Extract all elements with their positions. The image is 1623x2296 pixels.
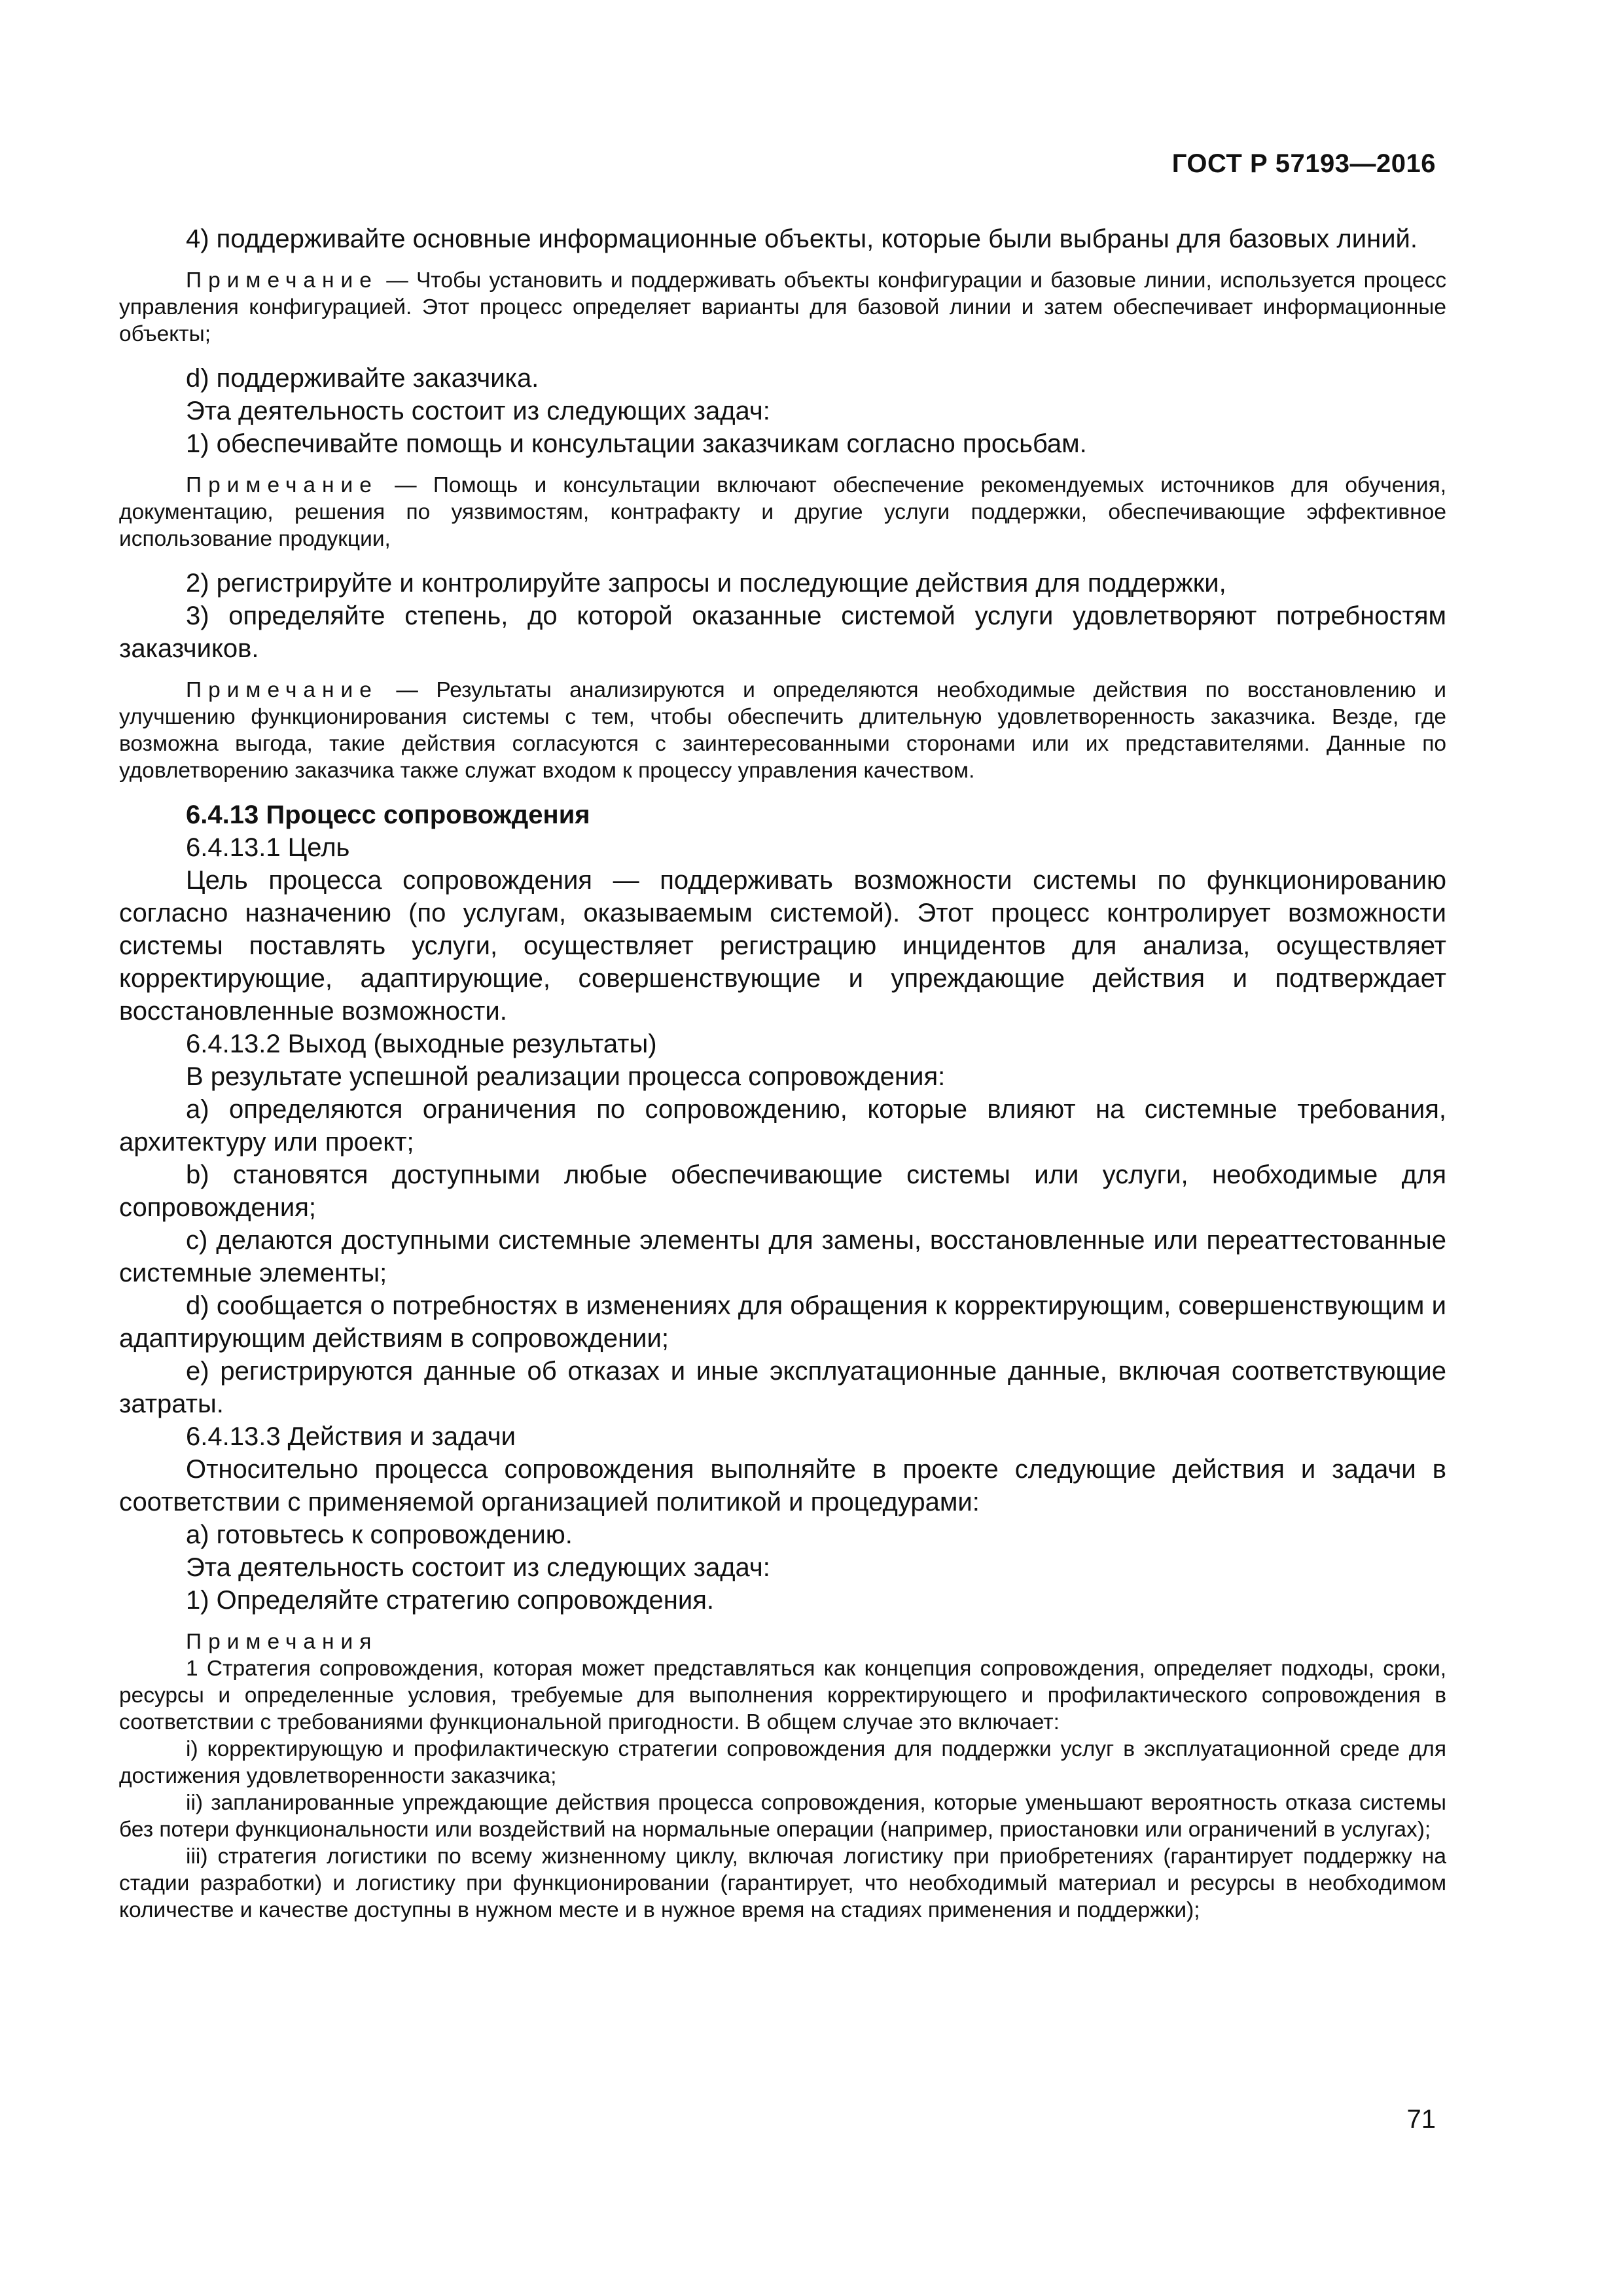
section-heading: 6.4.13 Процесс сопровождения	[186, 800, 590, 829]
note-label: Примечание	[186, 473, 378, 497]
note-paragraph	[119, 267, 1446, 348]
list-item: e) регистрируются данные об отказах и иные эксплуатационные данные, включая соответствующие затраты.	[119, 1357, 1446, 1418]
body-paragraph: d) поддерживайте заказчика.	[186, 364, 539, 393]
body-paragraph: 4) поддерживайте основные информационные объекты, которые были выбраны для базовых линий.	[186, 224, 1418, 253]
body-paragraph: 3) определяйте степень, до которой оказанные системой услуги удовлетворяют потребностям заказчиков.	[119, 601, 1446, 663]
note-text: — Результаты анализируются и определяются необходимые действия по восстановлению и улучшению функционирования системы с тем, чтобы обеспечить длительную удовлетворенность заказчика. Везде, где возможна выгода, такие действия согласуются с заинтересованными сторонами или их представителями. Данные по удовлетворению заказчика также служат входом к процессу управления качеством.	[119, 678, 1446, 783]
note-label: Примечание	[186, 268, 378, 293]
note-item: 1 Стратегия сопровождения, которая может представляться как концепция сопровождения, определяет подходы, сроки, ресурсы и определенные условия, требуемые для выполнения корректирующего и профилактического сопровождения в соответствии с требованиями функциональной пригодности. В общем случае это включает:	[119, 1657, 1446, 1734]
body-paragraph: В результате успешной реализации процесса сопровождения:	[186, 1062, 946, 1091]
body-paragraph: Относительно процесса сопровождения выполняйте в проекте следующие действия и задачи в соответствии с применяемой организацией политикой и процедурами:	[119, 1455, 1446, 1516]
body-paragraph: Цель процесса сопровождения — поддерживать возможности системы по функционированию согласно назначению (по услугам, оказываемым системой). Этот процесс контролирует возможности системы поставлять услуги, осуществляет регистрацию инцидентов для анализа, осуществляет корректирующие, адаптирующие, совершенствующие и упреждающие действия и подтверждает восстановленные возможности.	[119, 866, 1446, 1026]
subsection-title: 6.4.13.1 Цель	[186, 833, 350, 862]
body-paragraph: 2) регистрируйте и контролируйте запросы и последующие действия для поддержки,	[186, 569, 1226, 598]
note-paragraph	[119, 472, 1446, 552]
list-item: a) определяются ограничения по сопровождению, которые влияют на системные требования, архитектуру или проект;	[119, 1095, 1446, 1157]
body-paragraph: Эта деятельность состоит из следующих задач:	[186, 397, 770, 425]
list-item: 1) Определяйте стратегию сопровождения.	[186, 1586, 714, 1615]
note-item: iii) стратегия логистики по всему жизненному циклу, включая логистику при приобретениях (гарантирует поддержку на стадии разработки) и логистику при функционировании (гарантирует, что необходимый материал и ресурсы в необходимом количестве и качестве доступны в нужном месте и в нужное время на стадиях применения и поддержки);	[119, 1844, 1446, 1922]
note-item: ii) запланированные упреждающие действия процесса сопровождения, которые уменьшают вероятность отказа системы без потери функциональности или воздействий на нормальные операции (например, приостановки или ограничений в услугах);	[119, 1791, 1446, 1842]
note-paragraph	[119, 677, 1446, 784]
page-number: 71	[1406, 2105, 1436, 2134]
list-item: c) делаются доступными системные элементы для замены, восстановленные или переаттестованные системные элементы;	[119, 1226, 1446, 1287]
body-paragraph: 1) обеспечивайте помощь и консультации заказчикам согласно просьбам.	[186, 429, 1087, 458]
page-body	[119, 223, 1446, 1924]
list-item: a) готовьтесь к сопровождению.	[186, 1520, 573, 1549]
note-item: i) корректирующую и профилактическую стратегии сопровождения для поддержки услуг в эксплуатационной среде для достижения удовлетворенности заказчика;	[119, 1737, 1446, 1788]
note-label: Примечание	[186, 678, 378, 702]
subsection-title: 6.4.13.2 Выход (выходные результаты)	[186, 1030, 657, 1058]
notes-title: Примечания	[186, 1630, 378, 1654]
subsection-title: 6.4.13.3 Действия и задачи	[186, 1422, 516, 1451]
note-text: — Чтобы установить и поддерживать объекты конфигурации и базовые линии, используется процесс управления конфигурацией. Этот процесс определяет варианты для базовой линии и затем обеспечивает информационные объекты;	[119, 268, 1446, 346]
list-item: b) становятся доступными любые обеспечивающие системы или услуги, необходимые для сопровождения;	[119, 1160, 1446, 1222]
body-paragraph: Эта деятельность состоит из следующих задач:	[186, 1553, 770, 1582]
note-text: — Помощь и консультации включают обеспечение рекомендуемых источников для обучения, документацию, решения по уязвимостям, контрафакту и другие услуги поддержки, обеспечивающие эффективное использование продукции,	[119, 473, 1446, 551]
list-item: d) сообщается о потребностях в изменениях для обращения к корректирующим, совершенствующим и адаптирующим действиям в сопровождении;	[119, 1291, 1446, 1353]
document-standard-header: ГОСТ Р 57193—2016	[1171, 149, 1436, 178]
